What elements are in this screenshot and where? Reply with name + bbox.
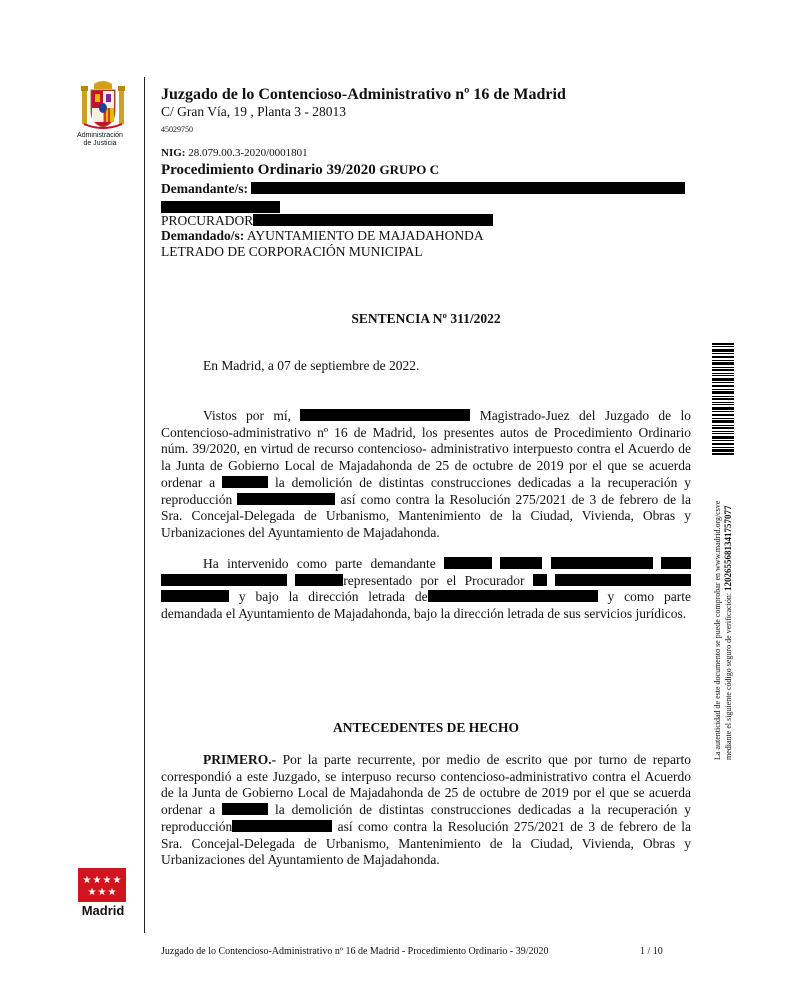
defendant-label: Demandado/s:	[161, 228, 245, 243]
redaction	[500, 557, 542, 569]
redaction	[237, 493, 335, 505]
attorney-label: PROCURADOR	[161, 213, 254, 228]
redaction	[428, 590, 598, 602]
redaction	[232, 820, 332, 832]
procedure-line	[161, 162, 439, 179]
procedure-number: Procedimiento Ordinario 39/2020	[161, 162, 376, 178]
lawyer-line: LETRADO DE CORPORACIÓN MUNICIPAL	[161, 244, 423, 259]
page-footer: Juzgado de lo Contencioso-Administrativo nº 16 de Madrid - Procedimiento Ordinario - 39/2020	[161, 946, 549, 957]
svg-text:★: ★	[82, 875, 92, 886]
redaction	[661, 557, 691, 569]
primero-paragraph: PRIMERO.- Por la parte recurrente, por medio de escrito que por turno de reparto correspondió a este Juzgado, se interpuso recurso contencioso-administrativo contra el Acuerdo de la Junta de Gobierno Local de Majadahonda de 25 de octubre de 2019 por el que se acuerda ordenar a la demolición de distintas construcciones dedicadas a la recuperación y reproducción así como contra la Resolución 275/2021 de 3 de febrero de la Sra. Concejal-Delegada de Urbanismo, Mantenimiento de la Ciudad, Vivienda, Obras y Urbanizaciones del Ayuntamiento de Majadahonda.	[161, 752, 692, 868]
redaction	[444, 557, 492, 569]
defendant-line	[161, 228, 484, 244]
defendant-value: AYUNTAMIENTO DE MAJADAHONDA	[246, 228, 484, 243]
madrid-logo-text: Madrid	[81, 903, 125, 918]
redaction	[161, 590, 229, 602]
plaintiff-label: Demandante/s:	[161, 181, 248, 196]
redaction	[295, 574, 343, 586]
svg-text:★: ★	[92, 875, 102, 886]
redaction	[222, 476, 268, 488]
svg-text:★: ★	[112, 875, 122, 886]
nig-label: NIG:	[161, 147, 186, 159]
redaction	[251, 182, 685, 194]
redaction	[555, 574, 691, 586]
sentence-title: SENTENCIA Nº 311/2022	[351, 311, 501, 326]
redaction	[161, 574, 287, 586]
redaction	[161, 201, 280, 213]
margin-line	[144, 77, 145, 933]
redaction	[551, 557, 653, 569]
nig-value: 28.079.00.3-2020/0001801	[188, 147, 308, 159]
coat-of-arms-logo	[80, 80, 126, 130]
date-paragraph: En Madrid, a 07 de septiembre de 2022.	[203, 358, 420, 373]
attorney-line	[161, 213, 493, 229]
redaction	[300, 409, 470, 421]
svg-text:★: ★	[87, 887, 97, 898]
verification-text: La autenticidad de este documento se puede comprobar en www.madrid.org/csve mediante el siguiente código seguro de verificación: 1202655681341757077	[713, 500, 733, 760]
logo-caption: Administración de Justicia	[77, 132, 123, 147]
court-address: C/ Gran Vía, 19 , Planta 3 - 28013	[161, 104, 346, 119]
madrid-stars-icon	[78, 868, 126, 902]
redaction	[253, 214, 493, 226]
court-name: Juzgado de lo Contencioso-Administrativo nº 16 de Madrid	[161, 86, 566, 103]
redaction	[533, 574, 547, 586]
plaintiff-line	[161, 181, 685, 197]
antecedentes-heading: ANTECEDENTES DE HECHO	[332, 720, 520, 735]
vistos-paragraph: Vistos por mí, Magistrado-Juez del Juzgado de lo Contencioso-administrativo nº 16 de Madrid, los presentes autos de Procedimiento Ordinario núm. 39/2020, en virtud de recurso contencioso- administrativo interpuesto contra el Acuerdo de la Junta de Gobierno Local de Majadahonda de 25 de octubre de 2019 por el que se acuerda ordenar a la demolición de distintas construcciones dedicadas a la recuperación y reproducción así como contra la Resolución 275/2021 de 3 de febrero de la Sra. Concejal-Delegada de Urbanismo, Mantenimiento de la Ciudad, Vivienda, Obras y Urbanizaciones del Ayuntamiento de Majadahonda.	[161, 408, 692, 540]
madrid-logo	[78, 868, 128, 918]
intervenido-paragraph: Ha intervenido como parte demandante representado por el Procurador y bajo la dirección letrada de y como parte demandada el Ayuntamiento de Majadahonda, bajo la dirección letrada de sus servicios jurídicos.	[161, 556, 691, 622]
page-number: 1 / 10	[640, 946, 663, 957]
svg-text:★: ★	[102, 875, 112, 886]
svg-text:★: ★	[107, 887, 117, 898]
procedure-group: GRUPO C	[379, 162, 440, 177]
verification-code: 1202655681341757077	[723, 505, 733, 591]
court-code: 45029750	[161, 125, 193, 134]
nig-line	[161, 147, 308, 159]
svg-text:★: ★	[97, 887, 107, 898]
redaction	[222, 803, 268, 815]
